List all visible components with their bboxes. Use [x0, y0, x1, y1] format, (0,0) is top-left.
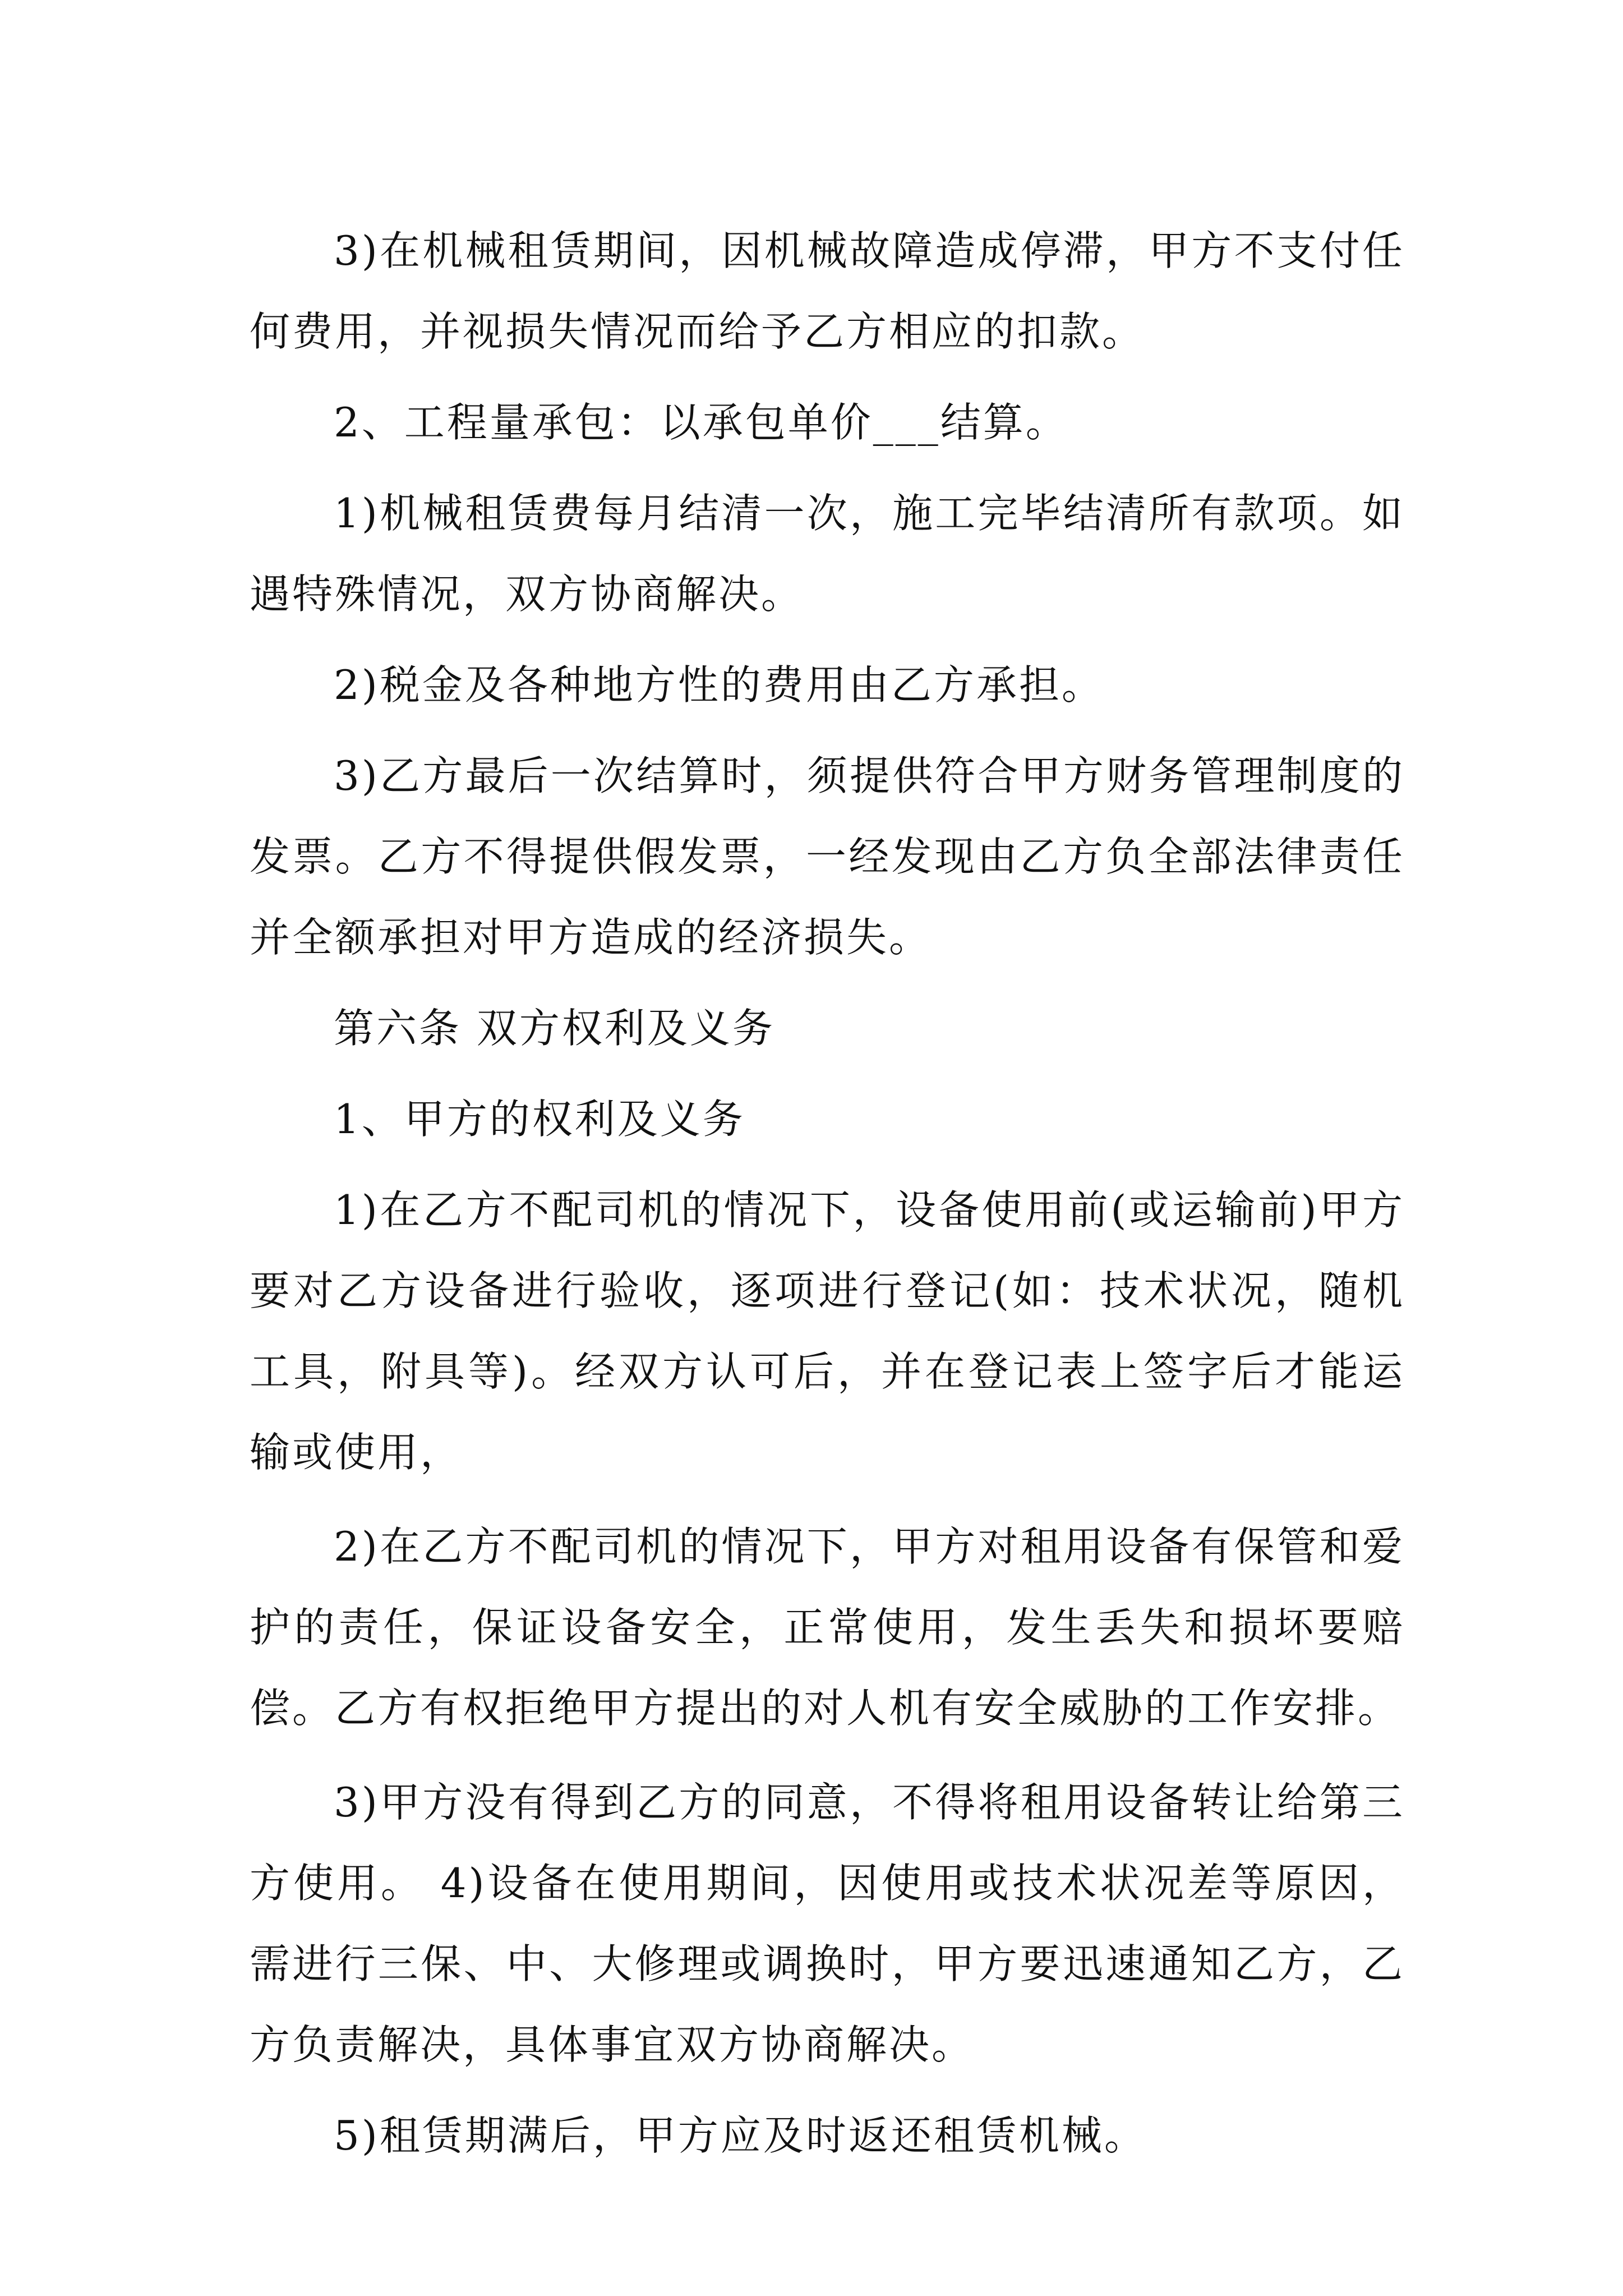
paragraph: 2、工程量承包：以承包单价___结算。 — [334, 399, 1068, 446]
paragraph: 1)在乙方不配司机的情况下，设备使用前(或运输前)甲方要对乙方设备进行验收，逐项进行登记(如：技术状况，随机工具，附具等)。经双方认可后，并在登记表上签字后才能运输或使用， — [250, 1186, 1405, 1476]
paragraph: 3)甲方没有得到乙方的同意，不得将租用设备转让给第三方使用。 4)设备在使用期间，因使用或技术状况差等原因，需进行三保、中、大修理或调换时，甲方要迅速通知乙方，乙方负责解决，具体事宜双方协商解决。 — [250, 1779, 1405, 2068]
paragraph: 5)租赁期满后，甲方应及时返还租赁机械。 — [334, 2112, 1147, 2159]
document-body — [250, 210, 1405, 2186]
section-heading: 第六条 双方权利及义务 — [334, 1005, 775, 1052]
paragraph: 1)机械租赁费每月结清一次，施工完毕结清所有款项。如遇特殊情况，双方协商解决。 — [250, 490, 1405, 618]
paragraph: 3)乙方最后一次结算时，须提供符合甲方财务管理制度的发票。乙方不得提供假发票，一经发现由乙方负全部法律责任并全额承担对甲方造成的经济损失。 — [250, 752, 1405, 961]
paragraph: 3)在机械租赁期间，因机械故障造成停滞，甲方不支付任何费用，并视损失情况而给予乙方相应的扣款。 — [250, 227, 1405, 355]
paragraph: 2)在乙方不配司机的情况下，甲方对租用设备有保管和爱护的责任，保证设备安全，正常使用，发生丢失和损坏要赔偿。乙方有权拒绝甲方提出的对人机有安全威胁的工作安排。 — [250, 1523, 1405, 1732]
subsection-heading: 1、甲方的权利及义务 — [334, 1096, 745, 1143]
paragraph: 2)税金及各种地方性的费用由乙方承担。 — [334, 661, 1104, 708]
